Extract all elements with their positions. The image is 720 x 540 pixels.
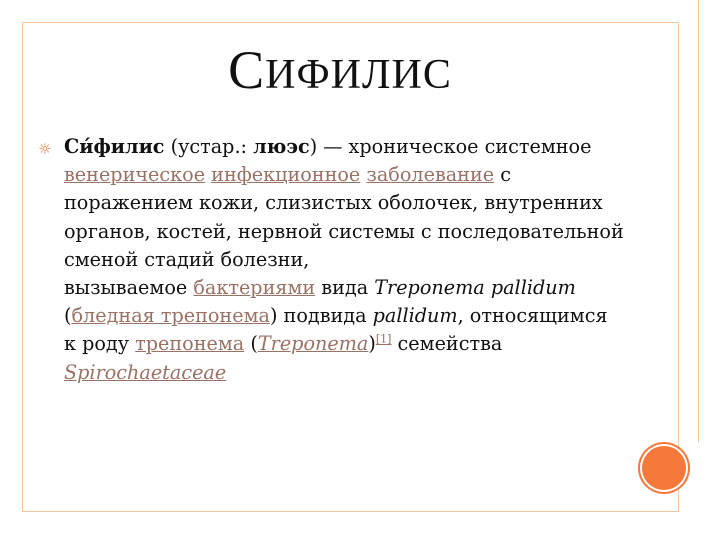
title-first-letter: С — [228, 40, 266, 100]
footnote-link[interactable]: [1] — [375, 333, 392, 347]
text-segment: с поражением кожи, слизистых оболочек, внутренних органов, костей, нервной системы с последовательной сменой стадий болезни, — [64, 163, 624, 271]
decorative-circle — [642, 446, 686, 490]
species-name: Treponema pallidum — [374, 276, 576, 300]
title-rest: ИФИЛИС — [265, 52, 452, 98]
right-vertical-line — [698, 0, 699, 442]
link-genus[interactable]: трепонема — [135, 332, 245, 356]
text-segment: вызываемое — [64, 276, 194, 300]
text-segment: ) — хроническое системное — [309, 135, 592, 158]
link-bacteria[interactable]: бактериями — [193, 276, 316, 300]
text-segment: ) подвида — [269, 304, 373, 328]
link-genus-latin[interactable]: Treponema — [257, 332, 369, 356]
term-lues: люэс — [253, 135, 310, 158]
text-segment: ( — [244, 332, 258, 356]
link-infectious[interactable]: инфекционное — [211, 163, 361, 187]
term-syphilis: Си́филис — [64, 135, 165, 158]
text-segment: , относящимся к роду — [64, 304, 608, 356]
text-segment: ( — [64, 304, 72, 328]
link-disease[interactable]: заболевание — [366, 163, 495, 187]
subspecies-name: pallidum — [372, 304, 458, 328]
definition-paragraph — [64, 133, 624, 387]
link-venereal[interactable]: венерическое — [64, 163, 206, 187]
sun-bullet-icon: ☼ — [38, 140, 52, 158]
slide-title — [0, 38, 680, 103]
text-segment: ) — [368, 332, 376, 356]
link-family[interactable]: Spirochaetaceae — [64, 360, 227, 384]
text-segment: вида — [315, 276, 375, 300]
text-segment: семейства — [391, 332, 503, 356]
link-pale-treponema[interactable]: бледная трепонема — [71, 304, 270, 328]
text-segment: (устар.: — [164, 135, 254, 158]
